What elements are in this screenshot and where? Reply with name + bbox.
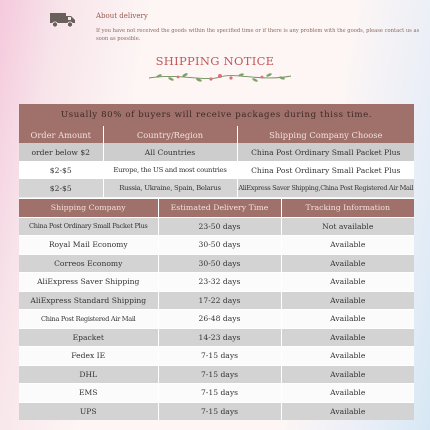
table-cell: Available bbox=[281, 365, 414, 384]
table-cell: Available bbox=[281, 310, 414, 329]
table-cell: 7-15 days bbox=[158, 365, 281, 384]
table-cell: 7-15 days bbox=[158, 347, 281, 366]
table-banner-row bbox=[19, 104, 414, 126]
table-header-row bbox=[19, 199, 414, 218]
table-banner: Usually 80% of buyers will receive packages during thiss time. bbox=[19, 104, 414, 126]
table-cell: 30-50 days bbox=[158, 236, 281, 255]
table-cell: China Post Ordinary Small Packet Plus bbox=[237, 161, 414, 179]
table-cell: Available bbox=[281, 236, 414, 255]
about-delivery-title: About delivery bbox=[96, 12, 148, 20]
column-header: Tracking Information bbox=[281, 199, 414, 218]
table-cell: China Post Registered Air Mail bbox=[19, 310, 158, 329]
delivery-time-table bbox=[19, 198, 414, 420]
table-cell: Available bbox=[281, 402, 414, 420]
table-row bbox=[19, 217, 414, 236]
table-cell: UPS bbox=[19, 402, 158, 420]
table-cell: $2-$5 bbox=[19, 161, 103, 179]
truck-icon bbox=[50, 12, 76, 28]
table-cell: All Countries bbox=[103, 143, 237, 161]
table-cell: Not available bbox=[281, 217, 414, 236]
shipping-choice-table bbox=[19, 104, 414, 197]
column-header: Country/Region bbox=[103, 126, 237, 143]
table-cell: Available bbox=[281, 347, 414, 366]
table-row bbox=[19, 310, 414, 329]
table-cell: 7-15 days bbox=[158, 402, 281, 420]
table-cell: EMS bbox=[19, 384, 158, 403]
table-cell: Available bbox=[281, 254, 414, 273]
table-row bbox=[19, 328, 414, 347]
table-cell: Royal Mail Economy bbox=[19, 236, 158, 255]
table-row bbox=[19, 179, 414, 197]
table-header-row bbox=[19, 126, 414, 143]
table-row bbox=[19, 236, 414, 255]
shipping-notice-title: SHIPPING NOTICE bbox=[155, 54, 275, 68]
table-cell: Available bbox=[281, 384, 414, 403]
column-header: Estimated Delivery Time bbox=[158, 199, 281, 218]
column-header: Shipping Company bbox=[19, 199, 158, 218]
table-cell: $2-$5 bbox=[19, 179, 103, 197]
table-cell: 17-22 days bbox=[158, 291, 281, 310]
table-cell: 23-32 days bbox=[158, 273, 281, 292]
floral-divider-icon bbox=[145, 70, 295, 84]
table-row bbox=[19, 365, 414, 384]
table-cell: 26-48 days bbox=[158, 310, 281, 329]
table-cell: 7-15 days bbox=[158, 384, 281, 403]
table-cell: order below $2 bbox=[19, 143, 103, 161]
table-row bbox=[19, 402, 414, 420]
table-cell: AliExpress Saver Shipping bbox=[19, 273, 158, 292]
table-row bbox=[19, 384, 414, 403]
table-cell: 30-50 days bbox=[158, 254, 281, 273]
table-row bbox=[19, 347, 414, 366]
table-cell: Europe, the US and most countries bbox=[103, 161, 237, 179]
table-cell: China Post Ordinary Small Packet Plus bbox=[19, 217, 158, 236]
table-cell: Fedex IE bbox=[19, 347, 158, 366]
table-row bbox=[19, 161, 414, 179]
table-cell: 23-50 days bbox=[158, 217, 281, 236]
table-cell: Available bbox=[281, 273, 414, 292]
table-cell: Available bbox=[281, 328, 414, 347]
column-header: Shipping Company Choose bbox=[237, 126, 414, 143]
table-cell: AliExpress Saver Shipping,China Post Registered Air Mail bbox=[237, 179, 414, 197]
column-header: Order Amount bbox=[19, 126, 103, 143]
table-cell: AliExpress Standard Shipping bbox=[19, 291, 158, 310]
table-cell: China Post Ordinary Small Packet Plus bbox=[237, 143, 414, 161]
table-cell: Russia, Ukraine, Spain, Belarus bbox=[103, 179, 237, 197]
table-cell: Correos Economy bbox=[19, 254, 158, 273]
table-cell: Available bbox=[281, 291, 414, 310]
about-delivery-text: If you have not received the goods within the specified time or if there is any problem with the goods, please contact us as soon as possible. bbox=[96, 28, 420, 42]
table-row bbox=[19, 143, 414, 161]
table-cell: 14-23 days bbox=[158, 328, 281, 347]
table-row bbox=[19, 291, 414, 310]
table-cell: Epacket bbox=[19, 328, 158, 347]
table-row bbox=[19, 273, 414, 292]
table-row bbox=[19, 254, 414, 273]
table-cell: DHL bbox=[19, 365, 158, 384]
